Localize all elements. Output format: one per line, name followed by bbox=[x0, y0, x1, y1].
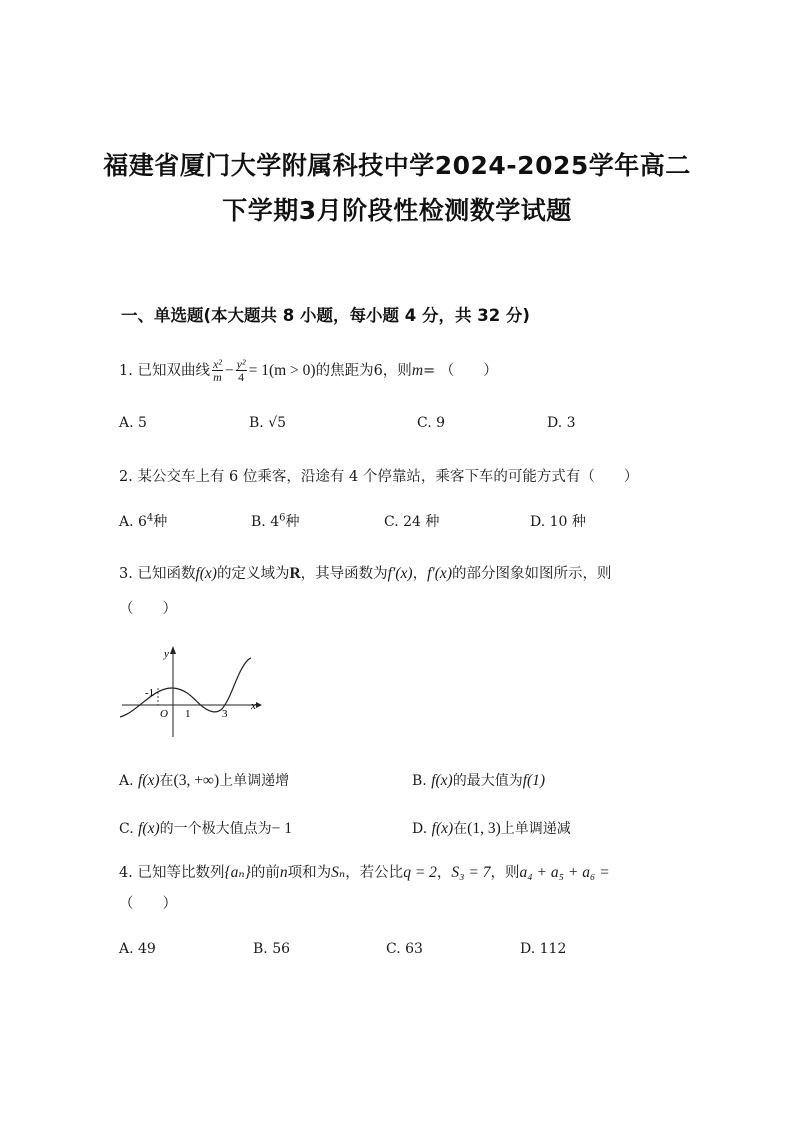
fraction-x2-over-m: $\frac{\text{x²}}{m}$ bbox=[212, 357, 222, 384]
q1-option-b[interactable]: B. √5 bbox=[249, 415, 287, 431]
q4-option-b[interactable]: B. 56 bbox=[253, 941, 291, 957]
x-label: x bbox=[251, 700, 256, 712]
question-4: 4. 已知等比数列{aₙ}的前n项和为Sₙ，若公比q = 2，S₃ = 7，则a₄ + a₅ + a₆ = bbox=[119, 864, 610, 881]
question-3-paren: （ ） bbox=[119, 601, 177, 617]
q2-option-c[interactable]: C. 24 种 bbox=[384, 514, 440, 530]
q1-option-a[interactable]: A. 5 bbox=[119, 415, 147, 431]
fraction-y2-over-4: $\frac{\text{y²}}{4}$ bbox=[236, 357, 246, 384]
origin-label: O bbox=[160, 708, 168, 720]
equation-rhs: = 1(m > 0) bbox=[248, 362, 316, 379]
question-4-paren: （ ） bbox=[119, 896, 177, 912]
y-label: y bbox=[164, 648, 169, 660]
tick-label-neg1: -1 bbox=[145, 687, 155, 699]
x-axis-arrow-icon bbox=[256, 702, 262, 708]
exam-title-line-2: 下学期3月阶段性检测数学试题 bbox=[222, 196, 572, 225]
exam-title-line-1: 福建省厦门大学附属科技中学2024-2025学年高二 bbox=[103, 151, 691, 180]
q4-option-c[interactable]: C. 63 bbox=[386, 941, 423, 957]
tick-label-1: 1 bbox=[185, 708, 191, 720]
q3-option-a[interactable]: A. f(x)在(3, +∞)上单调递增 bbox=[119, 772, 290, 789]
question-number: 1. bbox=[119, 363, 133, 379]
q4-option-d[interactable]: D. 112 bbox=[520, 941, 567, 957]
y-axis-arrow-icon bbox=[170, 646, 176, 654]
q3-option-b[interactable]: B. f(x)的最大值为f(1) bbox=[412, 772, 546, 789]
q3-option-d[interactable]: D. f(x)在(1, 3)上单调递减 bbox=[412, 820, 571, 837]
q1-option-c[interactable]: C. 9 bbox=[417, 415, 446, 431]
q3-option-c[interactable]: C. f(x)的一个极大值点为− 1 bbox=[119, 820, 293, 837]
question-3: 3. 已知函数f(x)的定义域为R，其导函数为f′(x)，f′(x)的部分图象如图所示，则 bbox=[119, 565, 612, 582]
derivative-graph bbox=[118, 642, 268, 742]
q2-option-b[interactable]: B. $4^6$种 bbox=[251, 512, 300, 530]
tick-label-3: 3 bbox=[222, 708, 228, 720]
question-1: 1. 已知双曲线 $\frac{\text{x²}}{m}$ − $\frac{\text{y²}}{4}$ = 1(m > 0)的焦距为6，则m= （ ） bbox=[119, 357, 498, 384]
question-text: 已知双曲线 bbox=[137, 363, 210, 379]
q2-option-d[interactable]: D. 10 种 bbox=[530, 514, 586, 530]
q1-option-d[interactable]: D. 3 bbox=[547, 415, 576, 431]
section-heading-single-choice: 一、单选题(本大题共 8 小题，每小题 4 分，共 32 分) bbox=[121, 306, 530, 325]
q2-option-a[interactable]: A. $6^4$种 bbox=[119, 512, 168, 530]
q4-option-a[interactable]: A. 49 bbox=[119, 941, 156, 957]
question-2: 2. 某公交车上有 6 位乘客，沿途有 4 个停靠站，乘客下车的可能方式有（ ） bbox=[119, 469, 639, 485]
